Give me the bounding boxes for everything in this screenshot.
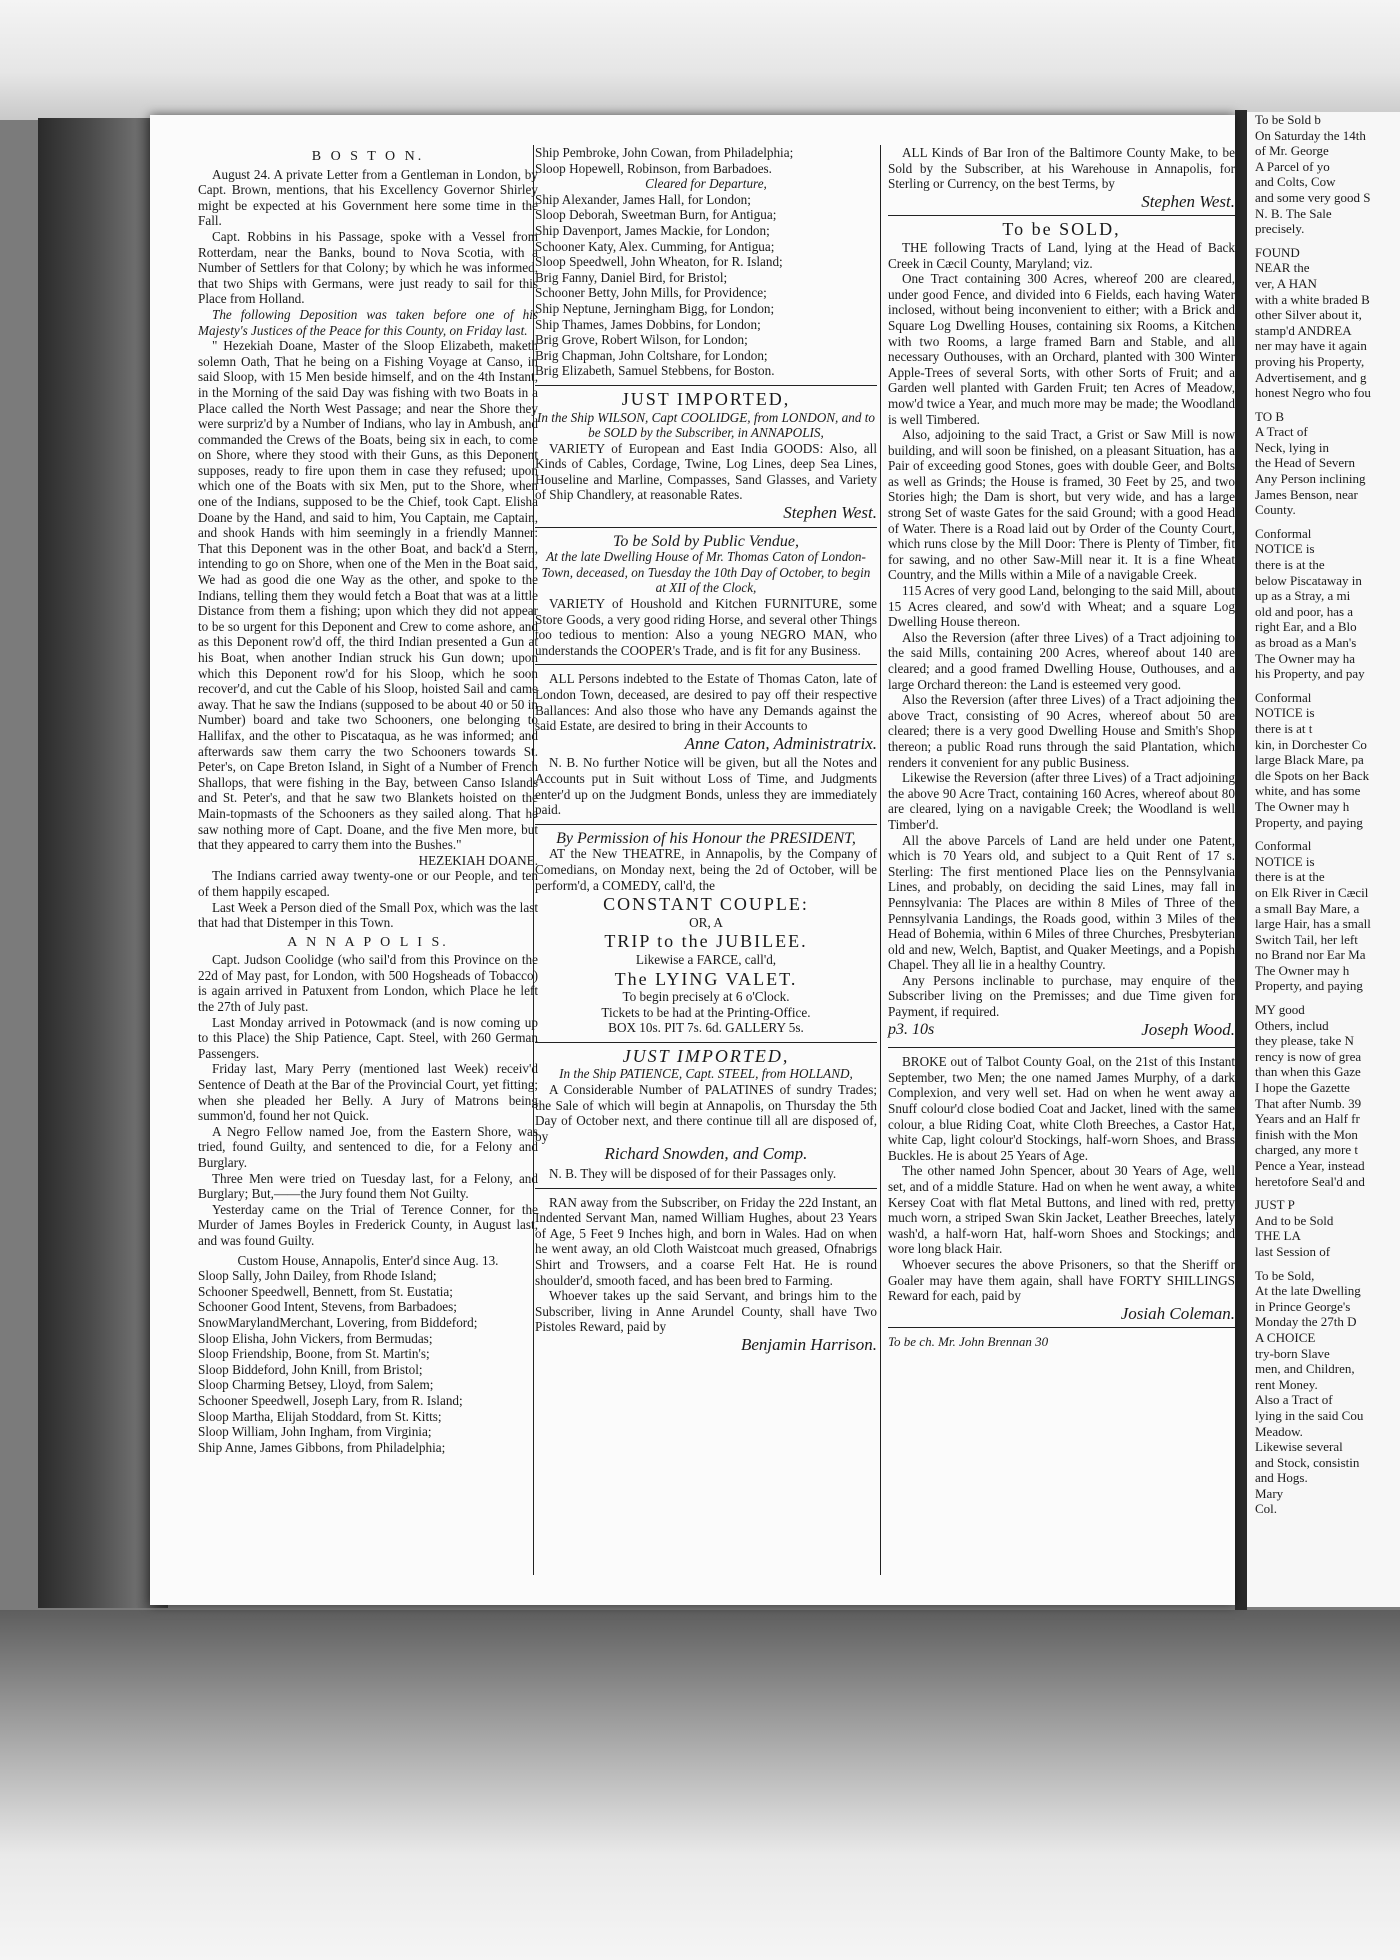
adjacent-line: old and poor, has a	[1255, 603, 1354, 619]
adjacent-line: NOTICE is	[1255, 705, 1315, 721]
ad-body: Likewise the Reversion (after three Lives) of a Tract adjoining the above 90 Acre Tract, containing 160 Acres, whereof about 80 are cleared, lying on a navigable Creek; the Woodland is well Timber'd.	[888, 770, 1235, 832]
adjacent-line: than when this Gaze	[1255, 1064, 1361, 1080]
list-item: Ship Anne, James Gibbons, from Philadelphia;	[198, 1439, 446, 1455]
ad-body: ALL Kinds of Bar Iron of the Baltimore County Make, to be Sold by the Subscriber, at his Warehouse in Annapolis, for Sterling or Currency, on the best Terms, by	[888, 145, 1235, 192]
adjacent-line: other Silver about it,	[1255, 307, 1362, 323]
paragraph: Capt. Robbins in his Passage, spoke with a Vessel from Rotterdam, near the Banks, bound to Nova Scotia, with a Number of Settlers for that Colony; by which he was informed, that two Ships with Germans, were just ready to sail for this Place from Holland.	[198, 228, 538, 307]
paragraph: Yesterday came on the Trial of Terence Conner, for the Murder of James Boyles in Frederick County, in August last, and was found Guilty.	[198, 1201, 538, 1248]
ad-body: 115 Acres of very good Land, belonging to the said Mill, about 15 Acres cleared, and sow'd with Wheat; and a square Log Dwelling House thereon.	[888, 583, 1235, 630]
adjacent-line: N. B. The Sale	[1255, 205, 1332, 221]
adjacent-line: FOUND	[1255, 244, 1300, 260]
adjacent-line: there is at the	[1255, 869, 1325, 885]
adjacent-line: no Brand nor Ear Ma	[1255, 947, 1366, 963]
adjacent-line: County.	[1255, 502, 1296, 518]
adjacent-line	[1255, 518, 1400, 526]
adjacent-line: James Benson, near	[1255, 486, 1358, 502]
list-item: Brig Grove, Robert Wilson, for London;	[535, 332, 748, 348]
background-bottom	[0, 1610, 1400, 1960]
adjacent-line: ner may have it again	[1255, 338, 1367, 354]
list-item: Sloop Hopewell, Robinson, from Barbadoes.	[535, 160, 772, 176]
divider	[535, 1188, 877, 1189]
list-item: Brig Chapman, John Coltshare, for London;	[535, 347, 768, 363]
adjacent-line: heretofore Seal'd and	[1255, 1173, 1365, 1189]
adjacent-line: rent Money.	[1255, 1376, 1318, 1392]
adjacent-line: Years and an Half fr	[1255, 1111, 1360, 1127]
divider	[888, 1047, 1235, 1048]
list-item: Sloop William, John Ingham, from Virginia;	[198, 1424, 432, 1440]
adjacent-line	[1255, 994, 1400, 1002]
ad-subheading: In the Ship PATIENCE, Capt. STEEL, from HOLLAND,	[559, 1066, 853, 1082]
adjacent-line: below Piscataway in	[1255, 572, 1362, 588]
adjacent-line: right Ear, and a Blo	[1255, 619, 1357, 635]
ad-signature: Stephen West.	[1141, 191, 1235, 211]
handwritten-note: p3. 10s	[888, 1020, 935, 1038]
adjacent-line: with a white braded B	[1255, 291, 1370, 307]
adjacent-line: And to be Sold	[1255, 1212, 1334, 1228]
list-item: Schooner Katy, Alex. Cumming, for Antigua;	[535, 238, 775, 254]
ad-signature: Benjamin Harrison.	[741, 1334, 877, 1354]
divider	[535, 824, 877, 825]
ad-signature: Joseph Wood.	[1141, 1019, 1235, 1039]
boston-heading: B O S T O N.	[311, 149, 425, 164]
adjacent-line: charged, any more t	[1255, 1142, 1358, 1158]
ad-subheading: In the Ship WILSON, Capt COOLIDGE, from LONDON, and to be SOLD by the Subscriber, in ANNAPOLIS,	[536, 409, 875, 441]
adjacent-line: The Owner may ha	[1255, 650, 1355, 666]
adjacent-line: Mary	[1255, 1485, 1284, 1501]
list-item: Sloop Martha, Elijah Stoddard, from St. Kitts;	[198, 1408, 442, 1424]
list-item: Sloop Speedwell, John Wheaton, for R. Island;	[535, 254, 783, 270]
list-item: Brig Elizabeth, Samuel Stebbens, for Boston.	[535, 363, 775, 379]
adjacent-line: Likewise several	[1255, 1439, 1343, 1455]
entered-list	[198, 1268, 538, 1455]
adjacent-line: JUST P	[1255, 1197, 1295, 1213]
adjacent-line: proving his Property,	[1255, 353, 1365, 369]
adjacent-line: Meadow.	[1255, 1423, 1303, 1439]
divider	[888, 1327, 1235, 1328]
divider	[535, 527, 877, 528]
adjacent-line: A Parcel of yo	[1255, 158, 1330, 174]
ad-signature: Richard Snowden, and Comp.	[604, 1144, 808, 1164]
adjacent-line: large Hair, has a small	[1255, 916, 1371, 932]
cleared-heading: Cleared for Departure,	[645, 176, 767, 192]
custom-house-heading: Custom House, Annapolis, Enter'd since Aug. 13.	[237, 1252, 499, 1268]
list-item: Sloop Biddeford, John Knill, from Bristol;	[198, 1361, 423, 1377]
adjacent-line: there is at t	[1255, 720, 1313, 736]
adjacent-line: ver, A HAN	[1255, 275, 1317, 291]
adjacent-page-text	[1255, 112, 1400, 1517]
adjacent-line: there is at the	[1255, 557, 1325, 573]
play-prices: BOX 10s. PIT 7s. 6d. GALLERY 5s.	[608, 1020, 804, 1036]
signature: HEZEKIAH DOANE.	[418, 852, 538, 868]
ad-body: One Tract containing 300 Acres, whereof 200 are cleared, under good Fence, and divided into 6 Fields, each having Water inclosed, without being inconvenient to either; with a Brick and Square Log Dwelling Houses, containing six Rooms, a Kitchen with two Rooms, a large framed Barn and Stable, and all necessary Outhouses, with an Orchard, planted with 300 Winter Apple-Trees of several Sorts, with other Sorts of Fruit; and a Garden well planted with Garden Fruit; ten Acres of Meadow, mow'd twice a Year, and much more may be made; the Woodland is well Timbered.	[888, 271, 1235, 427]
ad-signature: Josiah Coleman.	[1120, 1303, 1235, 1323]
adjacent-line: Property, and paying	[1255, 814, 1363, 830]
adjacent-line: lying in the said Cou	[1255, 1407, 1364, 1423]
adjacent-line: Pence a Year, instead	[1255, 1158, 1365, 1173]
paragraph: The following Deposition was taken before one of his Majesty's Justices of the Peace for this County, on Friday last.	[198, 306, 538, 338]
list-item: Schooner Betty, John Mills, for Providence;	[535, 285, 767, 301]
adjacent-line: in Prince George's	[1255, 1298, 1351, 1314]
adjacent-line: Neck, lying in	[1255, 439, 1330, 455]
play-farce: Likewise a FARCE, call'd,	[635, 951, 777, 967]
adjacent-line: try-born Slave	[1255, 1345, 1330, 1361]
ad-body: VARIETY of European and East India GOODS: Also, all Kinds of Cables, Cordage, Twine, Log Lines, deep Sea Lines, Houseline and Marline, Compasses, Sand Glasses, and Variety of Ship Chandlery, at reasonable Rates.	[535, 440, 877, 503]
adjacent-line: dle Spots on her Back	[1255, 767, 1370, 783]
adjacent-line: and Stock, consistin	[1255, 1454, 1360, 1470]
list-item: Sloop Sally, John Dailey, from Rhode Island;	[198, 1268, 437, 1284]
ad-body: Also the Reversion (after three Lives) of a Tract adjoining to the said Mills, containing 200 Acres, whereof about 140 are cleared; and a good framed Dwelling House, Outhouses, and a large Orchard thereon: the Land is esteemed very good.	[888, 629, 1235, 692]
ad-body: THE following Tracts of Land, lying at the Head of Back Creek in Cæcil County, Maryland; viz.	[888, 239, 1235, 271]
adjacent-line: Property, and paying	[1255, 978, 1363, 994]
play-title: CONSTANT COUPLE:	[603, 894, 809, 915]
ad-body: Also the Reversion (after three Lives) of a Tract adjoining the above Tract, consisting of 90 Acres, whereof about 50 are cleared; there is a very good Dwelling House and Smith's Shop thereon; a public Road runs through the said Plantation, which renders it convenient for any public Business.	[888, 692, 1235, 770]
list-item: Ship Pembroke, John Cowan, from Philadelphia;	[535, 145, 794, 160]
adjacent-line: That after Numb. 39	[1255, 1095, 1362, 1111]
handwritten-note: To be ch. Mr. John Brennan 30	[888, 1334, 1049, 1350]
signature-row	[888, 1020, 1235, 1042]
page-gutter	[1235, 110, 1247, 1610]
entered-list-continued	[535, 145, 877, 176]
ad-body: RAN away from the Subscriber, on Friday the 22d Instant, an Indented Servant Man, named William Hughes, about 23 Years of Age, 5 Feet 9 Inches high, and born in Wales. Had on when he went away, an old Cloth Waistcoat much greased, Ofnabrigs Shirt and Trowsers, and a coarse Felt Hat. He is round shoulder'd, smooth faced, and has been bred to Farming.	[535, 1194, 877, 1288]
list-item: Sloop Elisha, John Vickers, from Bermudas;	[198, 1330, 433, 1346]
list-item: Schooner Speedwell, Joseph Lary, from R. Island;	[198, 1392, 463, 1408]
adjacent-line: MY good	[1255, 1002, 1305, 1018]
adjacent-line	[1255, 830, 1400, 838]
adjacent-line: of Mr. George	[1255, 143, 1329, 159]
adjacent-line: To be Sold b	[1255, 112, 1321, 127]
list-item: Sloop Friendship, Boone, from St. Martin's;	[198, 1346, 430, 1362]
book-spine	[38, 118, 168, 1608]
adjacent-line: white, and has some	[1255, 783, 1361, 799]
newspaper-page	[150, 115, 1235, 1605]
adjacent-line: A Tract of	[1255, 424, 1308, 440]
ad-body: ALL Persons indebted to the Estate of Thomas Caton, late of London Town, deceased, are desired to pay off their respective Ballances: And also those who have any Demands against the said Estate, are desired to bring in their Accounts to	[535, 671, 877, 734]
adjacent-line: kin, in Dorchester Co	[1255, 736, 1367, 752]
ad-heading: To be SOLD,	[1002, 219, 1121, 240]
adjacent-line: TO B	[1255, 408, 1285, 424]
adjacent-line: Any Person inclining	[1255, 471, 1366, 487]
adjacent-line: large Black Mare, pa	[1255, 752, 1364, 768]
divider	[535, 385, 877, 386]
adjacent-line: Advertisement, and g	[1255, 369, 1367, 385]
adjacent-line	[1255, 1189, 1400, 1197]
adjacent-line: Conformal	[1255, 525, 1312, 541]
list-item: Schooner Speedwell, Bennett, from St. Eustatia;	[198, 1283, 453, 1299]
ad-body: Any Persons inclinable to purchase, may enquire of the Subscriber living on the Premisses; and due Time given for Payment, if required.	[888, 972, 1235, 1020]
list-item: Schooner Good Intent, Stevens, from Barbadoes;	[198, 1299, 457, 1315]
adjacent-line: Others, includ	[1255, 1017, 1329, 1033]
adjacent-line: To be Sold,	[1255, 1267, 1315, 1283]
list-item: Brig Fanny, Daniel Bird, for Bristol;	[535, 269, 728, 285]
play-title: The LYING VALET.	[614, 968, 798, 989]
divider	[888, 215, 1235, 216]
adjacent-line: precisely.	[1255, 221, 1305, 237]
list-item: SnowMarylandMerchant, Lovering, from Biddeford;	[198, 1314, 478, 1330]
adjacent-line: Conformal	[1255, 689, 1312, 705]
ad-body: Whoever takes up the said Servant, and brings him to the Subscriber, living in Anne Arundel County, shall have Two Pistoles Reward, paid by	[535, 1288, 877, 1335]
paragraph: A Negro Fellow named Joe, from the Eastern Shore, was tried, found Guilty, and sentenced to die, for a Felony and Burglary.	[198, 1123, 538, 1170]
background-top	[0, 0, 1400, 120]
column-2	[535, 145, 877, 1357]
adjacent-line: Conformal	[1255, 838, 1312, 854]
adjacent-line: The Owner may h	[1255, 962, 1350, 978]
adjacent-line: At the late Dwelling	[1255, 1283, 1361, 1299]
adjacent-line: men, and Children,	[1255, 1361, 1355, 1377]
adjacent-line: and Colts, Cow	[1255, 174, 1336, 190]
column-rule	[880, 145, 881, 1575]
play-time: To begin precisely at 6 o'Clock.	[622, 989, 790, 1005]
adjacent-line: stamp'd ANDREA	[1255, 322, 1352, 338]
adjacent-line: The Owner may h	[1255, 798, 1350, 814]
play-title: TRIP to the JUBILEE.	[604, 931, 808, 952]
paragraph: Friday last, Mary Perry (mentioned last Week) receiv'd Sentence of Death at the Bar of the Provincial Court, yet fitting; when she pleaded her Belly. A Jury of Matrons being summon'd, found her not Quick.	[198, 1061, 538, 1124]
ad-body: A Considerable Number of PALATINES of sundry Trades; the Sale of which will begin at Annapolis, on Thursday the 5th Day of October next, and there continue till all are disposed of, by	[535, 1082, 877, 1144]
list-item: Ship Neptune, Jerningham Bigg, for London;	[535, 300, 775, 316]
paragraph: Three Men were tried on Tuesday last, for a Felony, and Burglary; But,——the Jury found them Not Guilty.	[198, 1170, 538, 1202]
ad-signature: Anne Caton, Administratrix.	[684, 733, 877, 753]
adjacent-line: and some very good S	[1255, 189, 1371, 205]
adjacent-line: they please, take N	[1255, 1033, 1354, 1049]
ad-subheading: At the late Dwelling House of Mr. Thomas Caton of London-Town, deceased, on Tuesday the 10th Day of October, to begin at XII of the Clock,	[541, 549, 871, 596]
adjacent-line: and Hogs.	[1255, 1470, 1308, 1486]
paragraph: The Indians carried away twenty-one or our People, and ten of them happily escaped.	[198, 868, 538, 899]
adjacent-line: on Elk River in Cæcil	[1255, 884, 1369, 900]
adjacent-line: the Head of Severn	[1255, 455, 1355, 471]
cleared-list	[535, 192, 877, 379]
adjacent-line: his Property, and pay	[1255, 666, 1365, 682]
paragraph: August 24. A private Letter from a Gentleman in London, by Capt. Brown, mentions, that his Excellency Governor Shirley might be expected at his Government here some time in the Fall.	[198, 166, 538, 229]
adjacent-line: honest Negro who fou	[1255, 385, 1371, 401]
adjacent-line: finish with the Mon	[1255, 1126, 1358, 1142]
ad-body: The other named John Spencer, about 30 Years of Age, well set, and of a middle Stature. Had on when he went away, a white Kersey Coat with flat Metal Buttons, and lined with red, pretty much worn, a striped Swan Skin Jacket, Leather Breeches, lately wash'd, a half-worn Hat, half-worn Shoes and Stockings; and wore long black Hair.	[888, 1163, 1235, 1257]
adjacent-line: On Saturday the 14th	[1255, 127, 1366, 143]
ad-body: All the above Parcels of Land are held under one Patent, which is 70 Years old, and subject to a Quit Rent of 17 s. Sterling: The first mentioned Place lies on the Pennsylvania Lines, and probably, on deciding the said Lines, may fall in Pennsylvania: The Places are within 8 Miles of Three of the Pennsylvania Landings, the Roads good, within 3 Miles of the Head of Bohemia, within 6 Miles of three Churches, Presbyterian old and new, Welch, Baptist, and Quaker Meetings, and a Popish Chapel. They all lie in a healthy Country.	[888, 832, 1235, 973]
adjacent-line: Switch Tail, her left	[1255, 931, 1358, 947]
adjacent-line: A CHOICE	[1255, 1329, 1316, 1345]
adjacent-page	[1247, 112, 1400, 1607]
adjacent-line	[1255, 682, 1400, 690]
adjacent-line: a small Bay Mare, a	[1255, 900, 1360, 916]
adjacent-line: Monday the 27th D	[1255, 1314, 1357, 1330]
ad-heading: JUST IMPORTED,	[622, 1045, 790, 1066]
list-item: Ship Thames, James Dobbins, for London;	[535, 316, 761, 332]
ad-body: BROKE out of Talbot County Goal, on the 21st of this Instant September, two Men; the one named James Murphy, of a dark Complexion, and very well set. Had on when he went away a Snuff colour'd close bodied Coat and Jacket, lined with the same colour, a blue Riding Coat, white Cloth Breeches, a Castor Hat, white Cap, light colour'd Stockings, half-worn Shoes, and Brass Buckles. He is about 25 Years of Age.	[888, 1054, 1235, 1163]
play-tickets: Tickets to be had at the Printing-Office.	[601, 1004, 811, 1020]
ad-body: Whoever secures the above Prisoners, so that the Sheriff or Goaler may have them again, shall have FORTY SHILLINGS Reward for each, paid by	[888, 1256, 1235, 1304]
ad-signature: Stephen West.	[783, 503, 877, 523]
adjacent-line	[1255, 237, 1400, 245]
column-3	[888, 145, 1235, 1350]
ad-heading: To be Sold by Public Vendue,	[612, 532, 800, 550]
adjacent-line: Col.	[1255, 1501, 1278, 1517]
paragraph: Capt. Judson Coolidge (who sail'd from this Province on the 22d of May past, for London, with 500 Hogsheads of Tobacco) is again arrived in Patuxent from London, which Place he left the 27th of July past.	[198, 952, 538, 1015]
paragraph: Last Week a Person died of the Small Pox, which was the last that had that Distemper in this Town.	[198, 899, 538, 931]
ad-body: VARIETY of Houshold and Kitchen FURNITURE, some Store Goods, a very good riding Horse, and several other Things too tedious to mention: Also a young NEGRO MAN, who understands the COOPER's Trade, and is fit for any Business.	[535, 596, 877, 658]
column-1	[198, 145, 538, 1455]
ad-note: N. B. They will be disposed of for their Passages only.	[549, 1166, 837, 1182]
adjacent-line: Also a Tract of	[1255, 1392, 1333, 1408]
paragraph: Last Monday arrived in Potowmack (and is now coming up to this Place) the Ship Patience, Capt. Steel, with 260 German Passengers.	[198, 1014, 538, 1061]
list-item: Ship Alexander, James Hall, for London;	[535, 191, 751, 207]
ad-body: Also, adjoining to the said Tract, a Grist or Saw Mill is now building, and will soon be finished, on a pleasant Situation, has a Pair of exceeding good Stones, goes with double Geer, and Bolts as well as Grinds; the House is framed, 30 Feet by 25, and two Stories high; the Dam is short, but very wide, and has a large strong Set of waste Gates for the said Ground; with a good Head of Water. There is a Road laid out by Order of the County Court, which runs close by the Mill Door: There is Plenty of Timber, fit for sawing, and no other Saw-Mill near it. It is a fine Wheat Country, and the Mills within a Mile of a navigable Creek.	[888, 427, 1235, 583]
play-or: OR, A	[689, 914, 723, 930]
adjacent-line: THE LA	[1255, 1228, 1301, 1244]
ad-body: AT the New THEATRE, in Annapolis, by the Company of Comedians, on Monday next, being the 2d of October, will be perform'd, a COMEDY, call'd, the	[535, 846, 877, 893]
divider	[535, 664, 877, 665]
adjacent-line: up as a Stray, a mi	[1255, 588, 1351, 604]
adjacent-line: NEAR the	[1255, 260, 1310, 276]
adjacent-line: last Session of	[1255, 1243, 1331, 1259]
adjacent-line: NOTICE is	[1255, 541, 1315, 557]
adjacent-line: NOTICE is	[1255, 853, 1315, 869]
adjacent-line: as broad as a Man's	[1255, 635, 1357, 650]
list-item: Ship Davenport, James Mackie, for London;	[535, 222, 770, 238]
list-item: Sloop Deborah, Sweetman Burn, for Antigua;	[535, 207, 777, 223]
adjacent-line	[1255, 1260, 1400, 1268]
divider	[535, 1042, 877, 1043]
list-item: Sloop Charming Betsey, Lloyd, from Salem;	[198, 1377, 434, 1393]
ad-permission: By Permission of his Honour the PRESIDENT,	[556, 829, 856, 847]
ad-note: N. B. No further Notice will be given, but all the Notes and Accounts put in Suit without Loss of Time, and Judgments enter'd up on the Judgment Bonds, unless they are immediately paid.	[535, 755, 877, 818]
adjacent-line	[1255, 401, 1400, 409]
deposition-text: " Hezekiah Doane, Master of the Sloop Elizabeth, maketh solemn Oath, That he being on a Fishing Voyage at Canso, in said Sloop, with 15 Men beside himself, and on the 4th Instant, in the Morning of the said Day was fishing with two Boats in a Place called the North West Passage; and near the Shore they were surpriz'd by a Number of Indians, who lay in Ambush, and commanded the Crews of the Boats, being six in each, to come on Shore, where they stood with their Guns, as this Deponent supposes, ready to fire upon them in case they refused; upon which one of the Boats with six Men, put to the Shore, when one of the Indians, supposed to be the Chief, took Capt. Elisha Doane by the Hand, and said to him, You Captain, me Captain, and shook Hands with him seemingly in a friendly Manner: That this Deponent was in the other Boat, and back'd a Stern, intending to go on Shore, when one of the Men in the Boat said, We had as good die one Way as the other, and spoke to the Indians, telling them they would fetch a Boat that was at a little Distance from them a fishing; upon which they did not appear to be so urgent for this Deponent and Crew to come ashore, and as this Deponent row'd off, the third Indian presented a Gun at his Boat, when another Indian struck his Gun down; upon which this Deponent row'd for his Sloop, which he soon recover'd, and cut the Cable of his Sloop, hoisted Sail and came away. That he saw the Indians (supposed to be about 40 or 50 in Number) board and take two Schooners, one belonging to Hallifax, and the other to Piscataqua, as he was informed; and afterwards saw them carry the two Schooners towards St. Peter's, on Cape Breton Island, in Sight of a Number of French Shallops, that were fishing in the Bay, between Canso Islands and St. Peter's, and that he saw two Blankets hoisted on the Main-topmasts of the Schooners as they sailed along. That he saw nothing more of Capt. Doane, and the five Men more, but that they appeared to carry them into the Bushes."	[198, 338, 538, 853]
annapolis-heading: A N N A P O L I S.	[287, 934, 449, 950]
adjacent-line: rency is now of grea	[1255, 1048, 1362, 1064]
ad-heading: JUST IMPORTED,	[621, 388, 791, 409]
adjacent-line: I hope the Gazette	[1255, 1080, 1350, 1096]
